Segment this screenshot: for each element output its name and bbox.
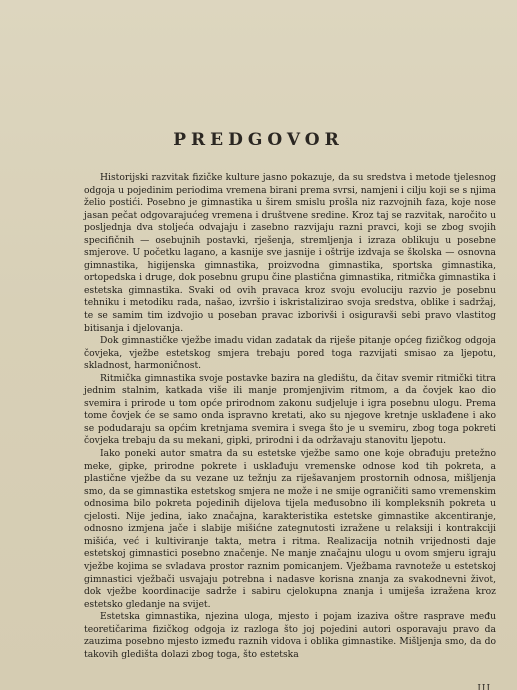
- page-number: III: [477, 684, 491, 690]
- paragraph-4: Iako poneki autor smatra da su estetske vježbe samo one koje obrađuju pretežno meke, gipke, prirodne pokrete i usklađuju vremenske odnose kod tih pokreta, a plastične vježbe da su vezane uz težnju za riješavanjem prostornih odnosa, mišljenja smo, da se gimnastika estetskog smjera ne može i ne smije ograničiti samo vremenskim odnosima bilo pokreta pojedinih dijelova tijela međusobno ili kompleksnih pokreta u cjelosti. Nije jedina, iako značajna, karakteristika estetske gimnastike akcentiranje, odnosno izmjena jače i slabije mišićne zategnutosti izražene u relaksiji i kontrakciji mišića, već i kultiviranje takta, metra i ritma. Realizacija notnih vrijednosti daje estetskoj gimnastici posebno značenje. Ne manje značajnu ulogu u ovom smjeru igraju vježbe kojima se svladava prostor raznim pomicanjem. Vježbama ravnoteže u estetskoj gimnastici vježbači usvajaju potrebna i nadasve korisna znanja za svakodnevni život, dok vježbe koordinacije sadrže i sabiru cjelokupna znanja i umiješa izražena kroz estetsko gledanje na svijet.: [84, 448, 496, 610]
- page-title: PREDGOVOR: [173, 130, 344, 150]
- paragraph-2: Dok gimnastičke vježbe imadu vidan zadatak da riješe pitanje općeg fizičkog odgoja čovjeka, vježbe estetskog smjera trebaju pored toga razvijati smisao za ljepotu, skladnost, harmoničnost.: [84, 335, 496, 372]
- paragraph-3: Ritmička gimnastika svoje postavke bazira na gledištu, da čitav svemir ritmički titra jednim stalnim, katkada više ili manje promjenjivim ritmom, a da čovjek kao dio svemira i prirode u tom opće prirodnom zakonu sudjeluje i igra posebnu ulogu. Prema tome čovjek će se samo onda ispravno kretati, ako su njegove kretnje usklađene i ako se podudaraju sa općim kretnjama svemira i svega što je u svemiru, zbog toga pokreti čovjeka trebaju da su mekani, gipki, prirodni i da održavaju stanovitu ljepotu.: [84, 372, 496, 447]
- paragraph-5: Estetska gimnastika, njezina uloga, mjesto i pojam izaziva oštre rasprave među teoretičarima fizičkog odgoja iz razloga što joj pojedini autori osporavaju pravo da zauzima posebno mjesto između raznih vidova i oblika gimnastike. Mišljenja smo, da do takovih gledišta dolazi zbog toga, što estetska: [84, 611, 496, 660]
- paragraph-1: Historijski razvitak fizičke kulture jasno pokazuje, da su sredstva i metode tjelesnog odgoja u pojedinim periodima vremena birani prema svrsi, namjeni i cilju koji se s njima želio postići. Posebno je gimnastika u širem smislu prošla niz razvojnih faza, koje nose jasan pečat odgovarajućeg vremena i društvene sredine. Kroz taj se razvitak, naročito u posljednja dva stoljeća odvajaju i zasebno razvijaju razni pravci, koji se zbog svojih specifičnih — osebujnih postavki, rješenja, stremljenja i izraza oblikuju u posebne smjerove. U početku lagano, a kasnije sve jasnije i oštrije izdvaja se školska — osnovna gimnastika, higijenska gimnastika, proizvodna gimnastika, sportska gimnastika, ortopedska i druge, dok posebnu grupu čine plastična gimnastika, ritmička gimnastika i estetska gimnastika. Svaki od ovih pravaca kroz svoju evoluciju razvio je posebnu tehniku i metodiku rada, našao, izvršio i iskristalizirao svoja sredstva, oblike i sadržaj, te se samim tim izdvojio u poseban pravac izborivši i osiguravši sebi pravo vlastitog bitisanja i djelovanja.: [84, 172, 496, 334]
- preface-body: [84, 172, 496, 661]
